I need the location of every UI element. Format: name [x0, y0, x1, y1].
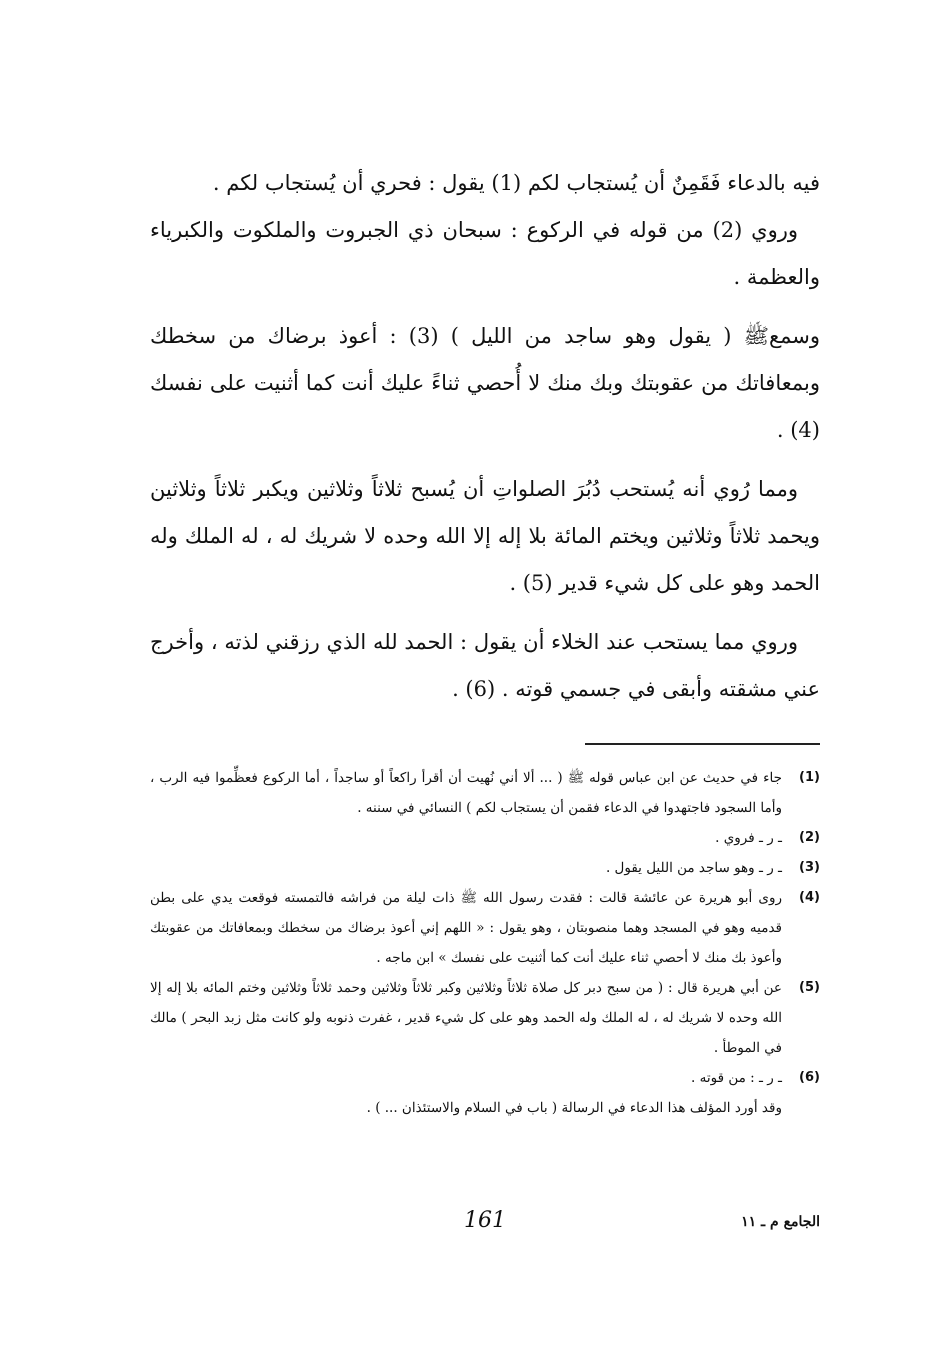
page-number: 161 — [464, 1208, 506, 1233]
footnote-number: (6) — [799, 1070, 820, 1085]
body-paragraph: ومما رُوي أنه يُستحب دُبُرَ الصلواتِ أن يُسبح ثلاثاً وثلاثين ويكبر ثلاثاً وثلاثين ويحمد ثلاثاً وثلاثين ويختم المائة بلا إله إلا الله وحده لا شريك له ، له الملك وله الحمد وهو على كل شيء قدير (5) . — [150, 477, 820, 595]
footnote-number: (3) — [799, 860, 820, 875]
footnote-number: (5) — [799, 980, 820, 995]
footnote-separator — [585, 743, 820, 745]
footnote-number: (2) — [799, 830, 820, 845]
footnote-number: (4) — [799, 890, 820, 905]
footnote-number: (1) — [799, 770, 820, 785]
footnote-text: جاء في حديث عن ابن عباس قوله ﷺ ( ... ألا أني نُهيت أن أقرأ راكعاً أو ساجداً ، أما الركوع فعظِّموا فيه الرب ، وأما السجود فاجتهدوا في الدعاء فقمن أن يستجاب لكم ) النسائي في سننه . — [150, 770, 782, 816]
footnote-extra-line: وقد أورد المؤلف هذا الدعاء في الرسالة ( باب في السلام والاستئذان ... ) . — [366, 1100, 782, 1116]
footnote-item — [150, 763, 820, 823]
footnote-item — [150, 883, 820, 973]
footnote-text: عن أبي هريرة قال : ( من سبح دبر كل صلاة ثلاثاً وثلاثين وكبر ثلاثاً وثلاثين وحمد ثلاثاً وثلاثين وختم المائه بلا إله إلا الله وحده لا شريك له ، له الملك وله الحمد وهو على كل شيء قدير ، غفرت ذنوبه ولو كانت مثل زبد البحر ) مالك في الموطأ . — [150, 980, 782, 1056]
body-paragraph: فيه بالدعاء فَقَمِنٌ أن يُستجاب لكم (1) يقول : فحري أن يُستجاب لكم . — [212, 171, 820, 195]
footnote-item — [150, 823, 820, 853]
footnote-text: ـ ر ـ : من قوته . — [691, 1070, 782, 1086]
footnote-item — [150, 853, 820, 883]
footnote-text: ـ ر ـ وهو ساجد من الليل يقول . — [605, 860, 782, 876]
body-paragraph: وروي مما يستحب عند الخلاء أن يقول : الحمد لله الذي رزقني لذته ، وأخرج عني مشقته وأبقى في جسمي قوته . (6) . — [150, 630, 820, 701]
footnote-text: ـ ر ـ فروي . — [715, 830, 782, 846]
footnotes — [150, 763, 820, 1123]
page-footer — [150, 1208, 820, 1248]
footnote-text: روى أبو هريرة عن عائشة قالت : فقدت رسول الله ﷺ ذات ليلة من فراشه فالتمسته فوقعت يدي على بطن قدميه وهو في المسجد وهما منصوبتان ، وهو يقول : « اللهم إني أعوذ برضاك من سخطك وبمعافاتك من عقوبتك وأعوذ بك منك لا أحصي ثناء عليك أنت كما أثنيت على نفسك » ابن ماجه . — [150, 890, 782, 966]
body-paragraph: وسمعﷺ ( يقول وهو ساجد من الليل ) (3) : أعوذ برضاك من سخطك وبمعافاتك من عقوبتك وبك منك لا أُحصي ثناءً عليك أنت كما أثنيت على نفسك (4) . — [150, 324, 820, 442]
signature-mark: الجامع م ـ ١١ — [741, 1214, 820, 1230]
body-paragraph: وروي (2) من قوله في الركوع : سبحان ذي الجبروت والملكوت والكبرياء والعظمة . — [150, 218, 820, 289]
footnote-item — [150, 1063, 820, 1093]
footnote-item — [150, 973, 820, 1063]
page-body — [150, 160, 820, 1123]
